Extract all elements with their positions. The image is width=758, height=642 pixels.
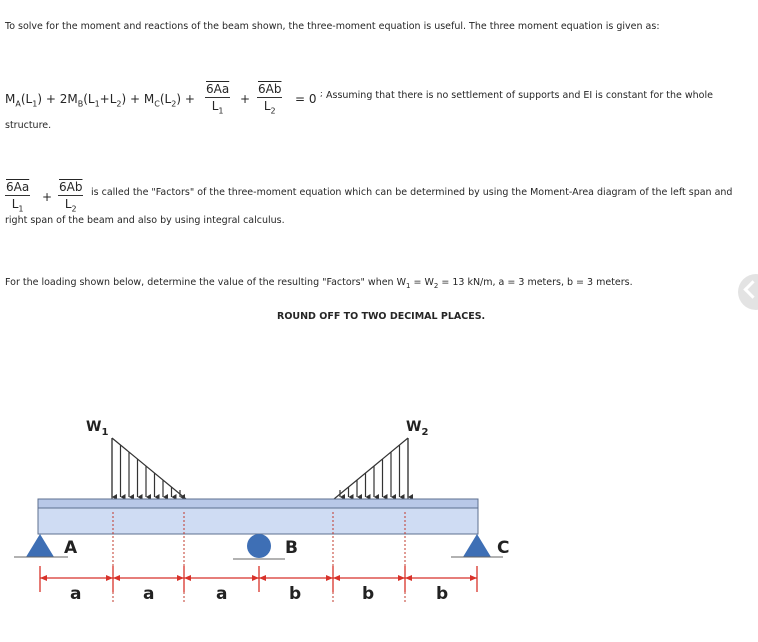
factors-description-cont: right span of the beam and also by using integral calculus. <box>5 215 285 226</box>
load-w2-slope <box>334 438 408 499</box>
dim-label-b2: b <box>362 584 375 604</box>
equation-plus: + <box>240 92 251 106</box>
dimension-arrowhead <box>113 575 120 581</box>
dimension-arrowhead <box>40 575 47 581</box>
assumption-text: Assuming that there is no settlement of supports and EI is constant for the whole <box>326 90 713 101</box>
load-w2-arrows <box>340 438 408 497</box>
intro-text: To solve for the moment and reactions of the beam shown, the three-moment equation is useful. The three moment equation is given as: <box>5 21 660 32</box>
dimension-arrowhead <box>470 575 477 581</box>
factors-fraction-right: $\frac{6Ab}{L_2}$ <box>59 180 83 214</box>
dimension-arrowhead <box>177 575 184 581</box>
load-w2 <box>334 438 408 499</box>
support-c-triangle <box>463 534 491 557</box>
equation-semicolon: ; <box>320 89 323 98</box>
w2-label: $W_2$ <box>406 419 429 438</box>
round-off-note: ROUND OFF TO TWO DECIMAL PLACES. <box>277 311 486 322</box>
dim-label-a3: a <box>216 584 228 604</box>
equation-equals-zero: = 0 <box>295 92 317 106</box>
support-a-label: A <box>64 538 78 558</box>
dim-label-b1: b <box>289 584 302 604</box>
beam-body <box>38 499 478 534</box>
load-w1-arrows <box>112 438 180 497</box>
dimension-arrowhead <box>259 575 266 581</box>
support-a-triangle <box>26 534 54 557</box>
question-text: For the loading shown below, determine the value of the resulting "Factors" when $W_1 = W_2 = 13$ kN/m, a = 3 meters, b = 3 meters. <box>5 277 633 290</box>
assumption-text-cont: structure. <box>5 120 52 131</box>
equation-fraction-left: $\frac{6Aa}{L_1}$ <box>206 82 230 116</box>
support-b-label: B <box>285 538 298 558</box>
dim-label-b3: b <box>436 584 449 604</box>
dimension-arrowhead <box>326 575 333 581</box>
equation-fraction-right: $\frac{6Ab}{L_2}$ <box>258 82 282 116</box>
load-w1-slope <box>112 438 186 499</box>
factors-plus: + <box>42 190 53 204</box>
support-c-label: C <box>497 538 510 558</box>
factors-fraction-left: $\frac{6Aa}{L_1}$ <box>6 180 30 214</box>
dimension-arrowhead <box>405 575 412 581</box>
dim-label-a2: a <box>143 584 155 604</box>
load-w1 <box>112 438 186 499</box>
w1-label: $W_1$ <box>86 419 109 438</box>
dim-label-a1: a <box>70 584 82 604</box>
dimension-line <box>40 566 477 592</box>
factors-description: is called the "Factors" of the three-moment equation which can be determined by using the Moment-Area diagram of the left span and <box>91 187 733 198</box>
three-moment-equation: $M_A(L_1) + 2M_B(L_1+L_2) + M_C(L_2)$ + <box>5 92 195 109</box>
dimension-arrowhead <box>184 575 191 581</box>
beam <box>38 499 478 534</box>
beam-top-flange <box>38 499 478 508</box>
support-b-roller <box>247 534 271 558</box>
chevron-left-icon <box>743 280 758 298</box>
dimension-arrowhead <box>106 575 113 581</box>
side-expand-button[interactable] <box>738 274 758 310</box>
dimension-arrowhead <box>333 575 340 581</box>
dimension-arrowhead <box>252 575 259 581</box>
dimension-arrowhead <box>398 575 405 581</box>
